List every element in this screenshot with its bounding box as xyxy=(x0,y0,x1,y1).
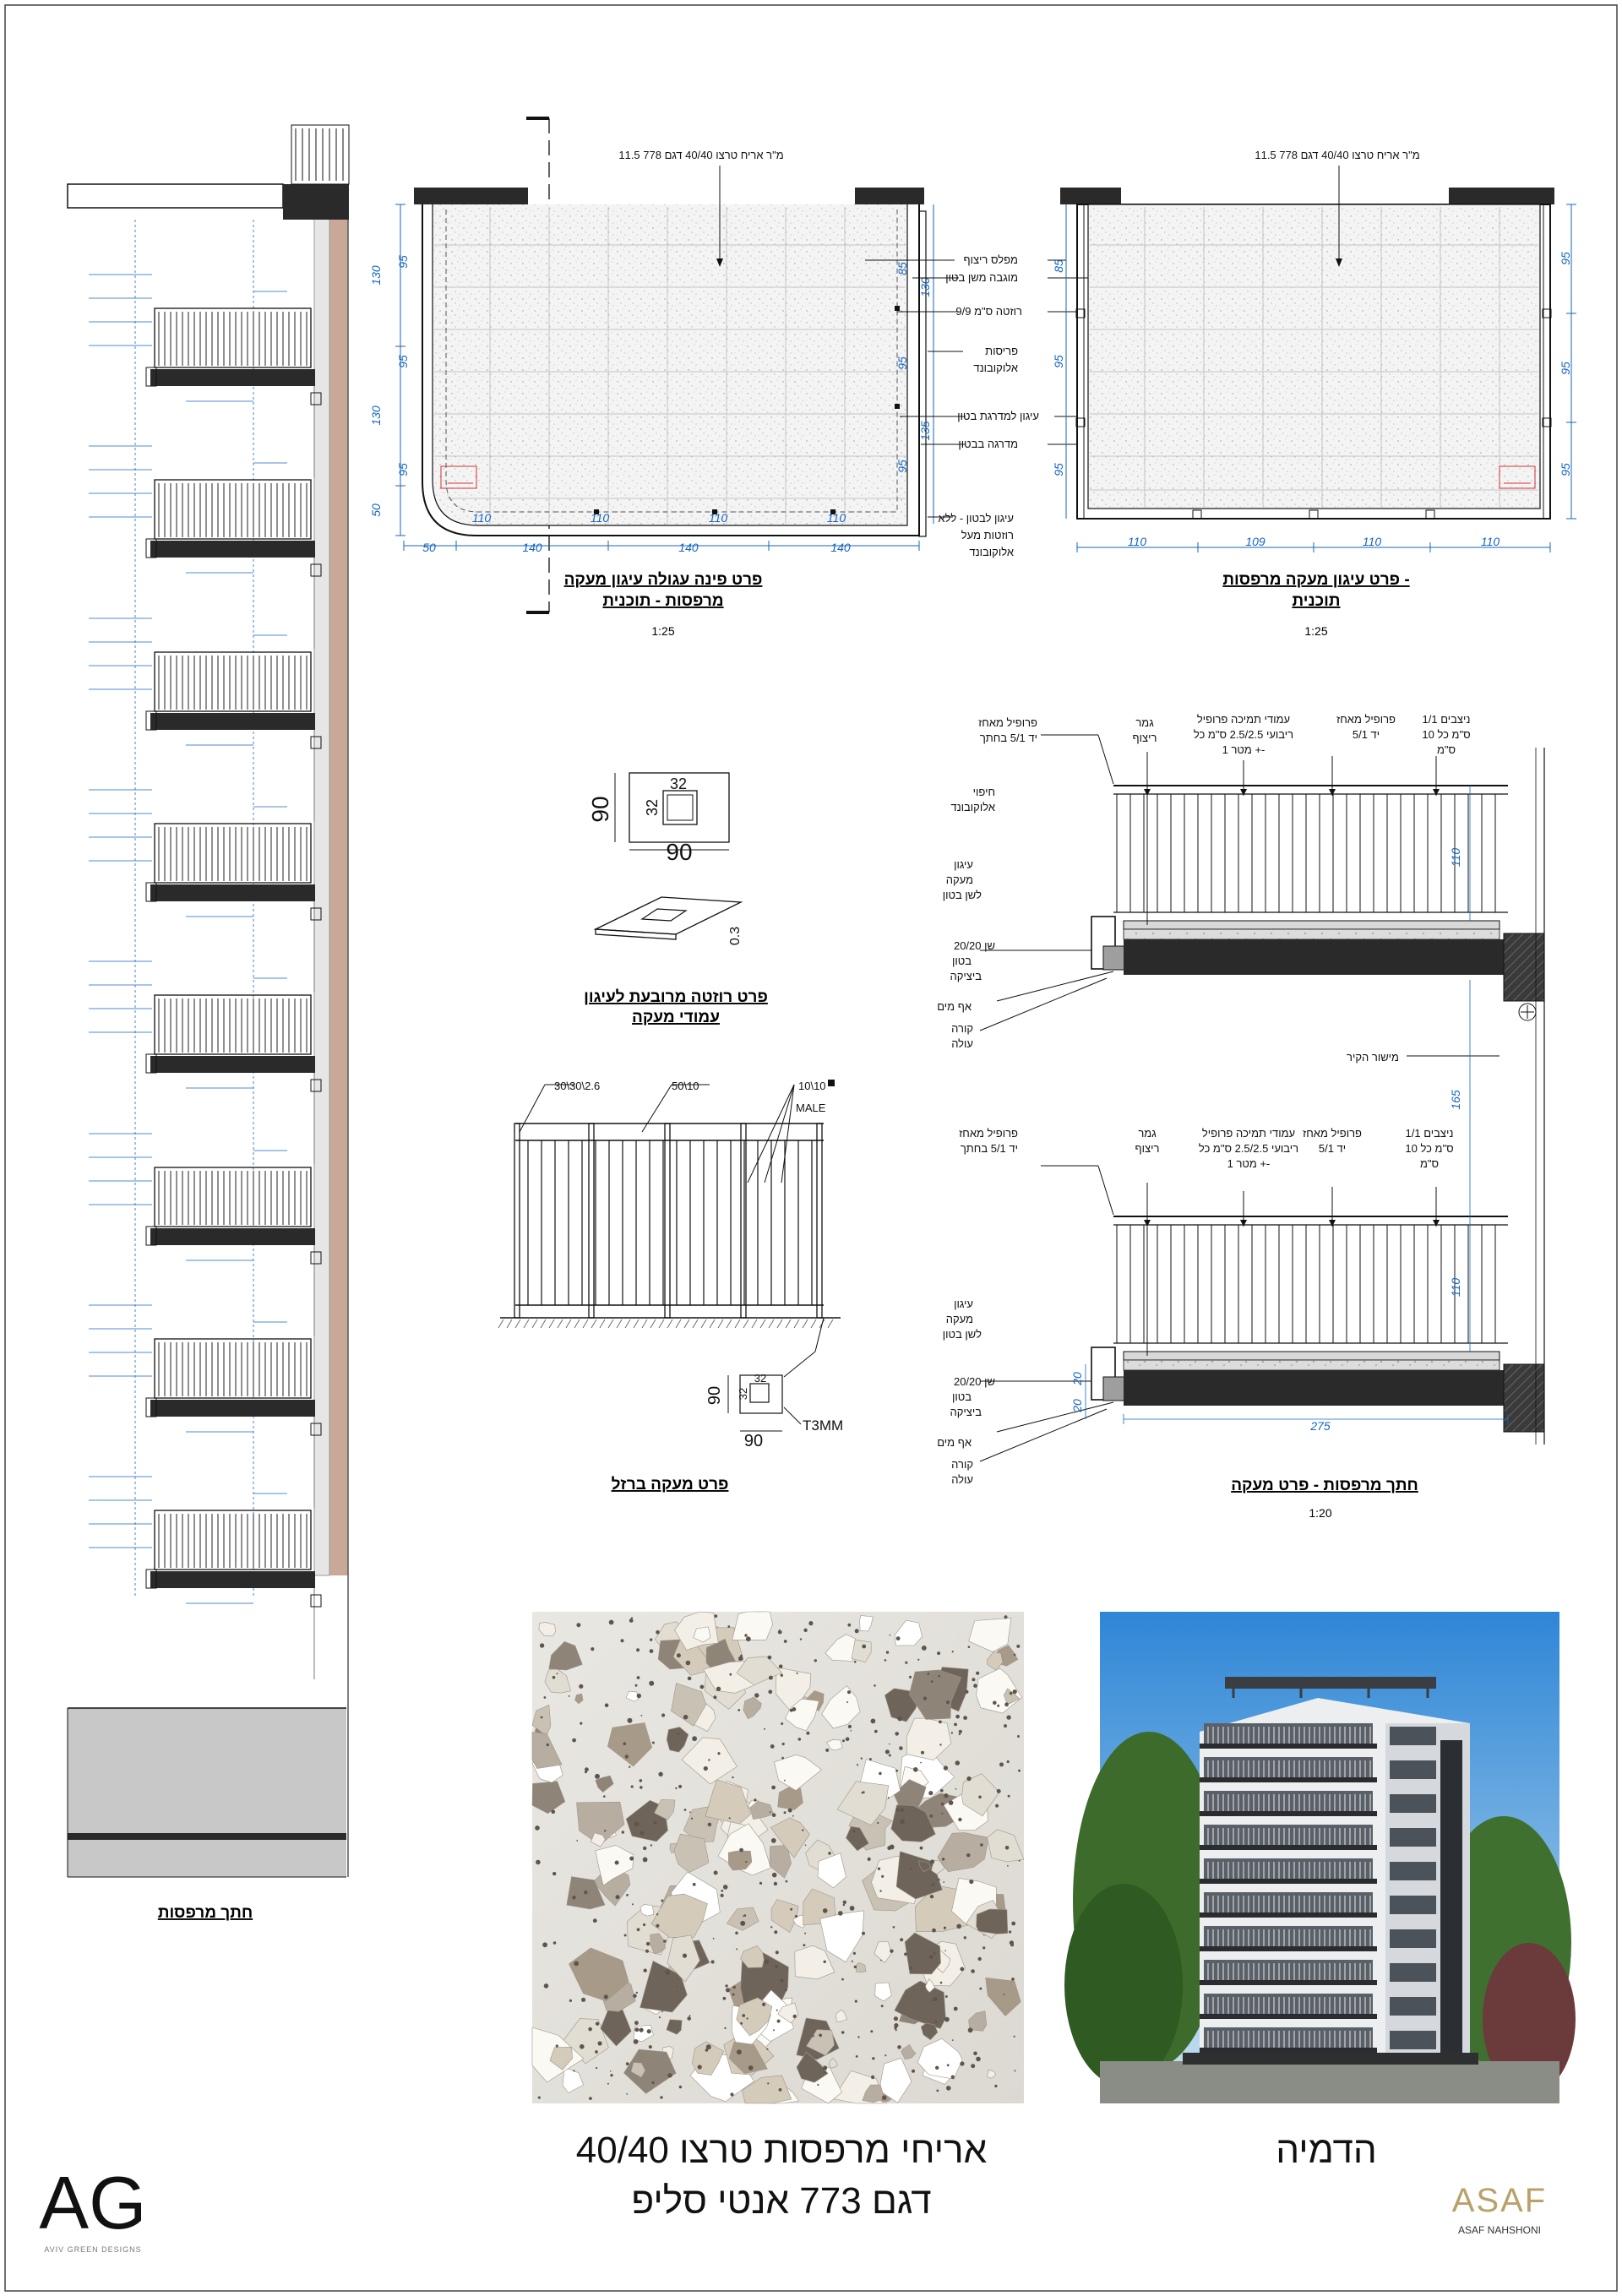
iron-railing-detail xyxy=(498,1080,843,1493)
sec-dim-165: 165 xyxy=(1449,1090,1462,1110)
sec1-left-drip: אף מים xyxy=(937,1000,972,1013)
sec2-left-drip: אף מים xyxy=(937,1436,972,1449)
sec-dim-110-lower: 110 xyxy=(1449,1277,1462,1298)
elevation-title: חתך מרפסות xyxy=(157,1904,253,1922)
building-rendering xyxy=(1064,1612,1576,2103)
plan-anchor-dim-bottom-2: 109 xyxy=(1245,535,1265,548)
sec1-label-bars-2: ס"מ כל 10 xyxy=(1422,728,1471,741)
plan-round-dim-left-2: 130 xyxy=(369,405,383,426)
iron-label-1: 30\30\2.6 xyxy=(554,1080,601,1092)
plan-anchor-dim-right-3: 95 xyxy=(1559,463,1572,476)
sec-dim-20-a: 20 xyxy=(1070,1372,1084,1385)
iron-rosette-outer-side: 90 xyxy=(705,1385,724,1406)
sec2-label-grip-2: יד 5/1 בחתך xyxy=(960,1142,1018,1155)
plan-anchor-scale: 1:25 xyxy=(1304,624,1328,638)
sec2-left-tooth-3: ביציקה xyxy=(950,1406,982,1418)
sec1-left-clad-2: אלוקובונד xyxy=(950,801,995,813)
rosette-inner-side-dim: 32 xyxy=(644,798,661,817)
rosette-thickness: 0.3 xyxy=(728,926,743,946)
label-concrete-step: מדרגה בבטון xyxy=(958,438,1018,450)
sec1-left-anchor-2: מעקה xyxy=(945,873,973,886)
plan-round-dim-right-3: 95 xyxy=(895,356,909,370)
sec1-left-beam-2: עולה xyxy=(951,1037,973,1050)
rosette-title-1: פרט רוזטה מרובעת לעיגון xyxy=(584,988,768,1006)
sec2-label-grip-1: פרופיל מאחז xyxy=(959,1127,1018,1140)
sec1-label-post-2: ריבועי 2.5/2.5 ס"מ כל xyxy=(1193,728,1294,741)
sec2-left-beam-1: קורה xyxy=(951,1458,973,1471)
section-left-labels-upper xyxy=(937,786,995,1050)
sec2-label-bars-2: ס"מ כל 10 xyxy=(1405,1142,1454,1155)
sec2-left-anchor-1: עיגון xyxy=(954,1298,973,1310)
balcony-elevation-section xyxy=(68,125,349,1877)
sec2-label-finish-2: ריצוף xyxy=(1135,1142,1160,1155)
iron-label-2: 50\10 xyxy=(672,1080,699,1092)
sec1-label-grip-1: פרופיל מאחז xyxy=(978,716,1037,729)
asaf-logo-sub: ASAF NAHSHONI xyxy=(1457,2224,1542,2236)
sec-dim-275: 275 xyxy=(1310,1419,1331,1433)
section-left-labels-lower xyxy=(937,1298,995,1486)
terrazzo-swatch xyxy=(532,1612,1024,2103)
plan-round-dim-bottom-4: 140 xyxy=(830,541,851,554)
plan-round-dim-inner-2: 110 xyxy=(590,511,610,525)
sec1-label-post-3: 1 מטר +- xyxy=(1222,743,1265,756)
asaf-logo xyxy=(1452,2182,1547,2236)
sec1-left-tooth-2: בטון xyxy=(951,955,972,967)
sec2-left-anchor-3: לשן בטון xyxy=(942,1328,982,1341)
sec1-label-finish-1: גמר xyxy=(1135,716,1154,729)
label-floor-level: מפלס ריצוף xyxy=(963,253,1018,266)
sec1-left-beam-1: קורה xyxy=(951,1022,973,1035)
sec1-label-grip2-2: יד 5/1 xyxy=(1352,728,1380,741)
plan-round-dim-inner-left-2: 95 xyxy=(396,355,410,368)
sec2-label-bars-3: ס"מ xyxy=(1419,1157,1440,1170)
label-raised-concrete: מוגבה משן בטון xyxy=(945,271,1018,284)
label-note-3: אלוקובונד xyxy=(969,546,1014,558)
rosette-detail xyxy=(584,773,768,1026)
plan-round-corner xyxy=(369,118,933,638)
sec1-left-tooth-3: ביציקה xyxy=(950,970,982,982)
plan-anchor-dim-bottom-3: 110 xyxy=(1362,535,1382,548)
iron-railing-title: פרט מעקה ברזל xyxy=(611,1476,729,1493)
material-caption-2: דגם 773 אנטי סליפ xyxy=(631,2180,932,2222)
label-wall-plane: מישור הקיר xyxy=(1347,1051,1399,1064)
plan-anchor-title-1: פרט עיגון מעקה מרפסות - xyxy=(1222,571,1410,589)
plan-round-title-2: מרפסות - תוכנית xyxy=(602,592,724,610)
plan-anchor xyxy=(1052,149,1576,638)
rosette-outer-dim: 90 xyxy=(666,839,693,865)
plan-round-dim-right-4: 135 xyxy=(918,421,932,441)
label-note-2: רוזטות מעל xyxy=(961,529,1014,541)
plan-anchor-tile-note: 11.5 מ"ר אריח טרצו 40/40 דגם 778 xyxy=(1255,149,1420,161)
sec-dim-110-upper: 110 xyxy=(1449,847,1462,868)
sec1-label-bars-3: ס"מ xyxy=(1436,743,1456,756)
rosette-inner-dim: 32 xyxy=(669,775,688,792)
label-note-1: עיגון לבטון - ללא xyxy=(938,512,1014,525)
plan-round-dim-left-3: 50 xyxy=(369,503,383,517)
sec2-label-post-2: ריבועי 2.5/2.5 ס"מ כל xyxy=(1198,1142,1299,1155)
sec2-left-anchor-2: מעקה xyxy=(945,1313,973,1325)
iron-rosette-inner-side: 32 xyxy=(737,1387,749,1401)
plan-round-dim-inner-left-1: 95 xyxy=(396,255,410,269)
rendering-caption: הדמיה xyxy=(1276,2130,1377,2171)
plan-round-dim-bottom-1: 50 xyxy=(422,541,436,554)
plan-anchor-title-2: תוכנית xyxy=(1292,592,1341,610)
sec-dim-20-b: 20 xyxy=(1070,1399,1084,1412)
iron-label-3: 10\10 xyxy=(798,1080,826,1092)
plan-round-dim-bottom-2: 140 xyxy=(522,541,542,554)
sec2-label-post-1: עמודי תמיכה פרופיל xyxy=(1201,1127,1296,1140)
sec1-left-anchor-3: לשן בטון xyxy=(942,889,982,901)
iron-rosette-inner: 32 xyxy=(754,1372,767,1385)
sec2-label-finish-1: גמר xyxy=(1138,1127,1157,1140)
sec2-left-tooth-1: שן 20/20 xyxy=(953,1375,995,1388)
sec1-left-tooth-1: שן 20/20 xyxy=(953,939,995,952)
material-caption-1: אריחי מרפסות טרצו 40/40 xyxy=(575,2130,988,2171)
sec1-label-bars-1: ניצבים 1/1 xyxy=(1422,713,1471,726)
ag-logo xyxy=(39,2161,146,2254)
label-alucobond-2: אלוקובונד xyxy=(973,362,1018,374)
balcony-section-scale: 1:20 xyxy=(1309,1506,1332,1520)
sec1-label-grip2-1: פרופיל מאחז xyxy=(1336,713,1396,726)
section-top-labels-lower xyxy=(959,1127,1454,1170)
plan-round-dim-inner-1: 110 xyxy=(471,511,492,525)
plan-round-tile-note: 11.5 מ"ר אריח טרצו 40/40 דגם 778 xyxy=(618,149,784,161)
sec2-label-bars-1: ניצבים 1/1 xyxy=(1405,1127,1454,1140)
sec1-label-post-1: עמודי תמיכה פרופיל xyxy=(1196,713,1291,726)
plan-round-dim-inner-left-3: 95 xyxy=(396,463,410,476)
plan-anchor-dim-right-1: 95 xyxy=(1559,252,1572,265)
plan-anchor-dim-left-3: 95 xyxy=(1052,463,1065,476)
plan-round-scale: 1:25 xyxy=(651,624,675,638)
ag-logo-sub: AVIV GREEN DESIGNS xyxy=(44,2245,142,2254)
balcony-section-detail xyxy=(937,713,1544,1520)
plan-round-dim-right-5: 95 xyxy=(895,460,909,473)
plan-anchor-dim-bottom-1: 110 xyxy=(1127,535,1147,548)
plan-round-dim-inner-4: 110 xyxy=(826,511,846,525)
label-rosette: רוזטה ס"מ 9/9 xyxy=(955,305,1022,318)
plan-anchor-dim-left-2: 95 xyxy=(1052,355,1065,368)
asaf-logo-mark: ASAF xyxy=(1451,2182,1548,2219)
plan-round-dim-right-1: 85 xyxy=(895,262,909,275)
plan-round-dim-right-2: 130 xyxy=(918,277,932,297)
iron-thickness: T3MM xyxy=(803,1417,844,1434)
ag-logo-mark: AG xyxy=(39,2161,147,2244)
plan-anchor-dim-left-1: 85 xyxy=(1052,259,1065,273)
iron-rosette-outer: 90 xyxy=(743,1432,764,1450)
sec2-left-tooth-2: בטון xyxy=(951,1390,972,1403)
sec2-label-grip2-1: פרופיל מאחז xyxy=(1303,1127,1362,1140)
sec1-left-anchor-1: עיגון xyxy=(954,858,973,871)
sec2-label-grip2-2: יד 5/1 xyxy=(1318,1142,1347,1155)
rosette-title-2: עמודי מעקה xyxy=(632,1009,720,1026)
label-alucobond-1: פריסות xyxy=(985,345,1018,357)
sec1-label-grip-2: יד 5/1 בחתך xyxy=(979,732,1037,744)
plan-round-dim-left-1: 130 xyxy=(369,265,383,286)
plan-round-dim-inner-3: 110 xyxy=(708,511,728,525)
sec2-label-post-3: 1 מטר +- xyxy=(1227,1157,1271,1170)
label-anchor-step: עיגון למדרגת בטון xyxy=(957,410,1039,422)
sec1-left-clad-1: חיפוי xyxy=(972,786,995,798)
iron-label-4: MALE xyxy=(796,1102,826,1114)
plan-anchor-dim-bottom-4: 110 xyxy=(1480,535,1500,548)
sec2-left-beam-2: עולה xyxy=(951,1473,973,1486)
plan-anchor-dim-right-2: 95 xyxy=(1559,362,1572,375)
rosette-outer-side-dim: 90 xyxy=(587,796,613,823)
balcony-section-title: חתך מרפסות - פרט מעקה xyxy=(1231,1477,1418,1494)
plan-round-dim-bottom-3: 140 xyxy=(678,541,699,554)
sec1-label-finish-2: ריצוף xyxy=(1132,732,1157,744)
plan-round-title-1: פרט פינה עגולה עיגון מעקה xyxy=(563,571,763,589)
